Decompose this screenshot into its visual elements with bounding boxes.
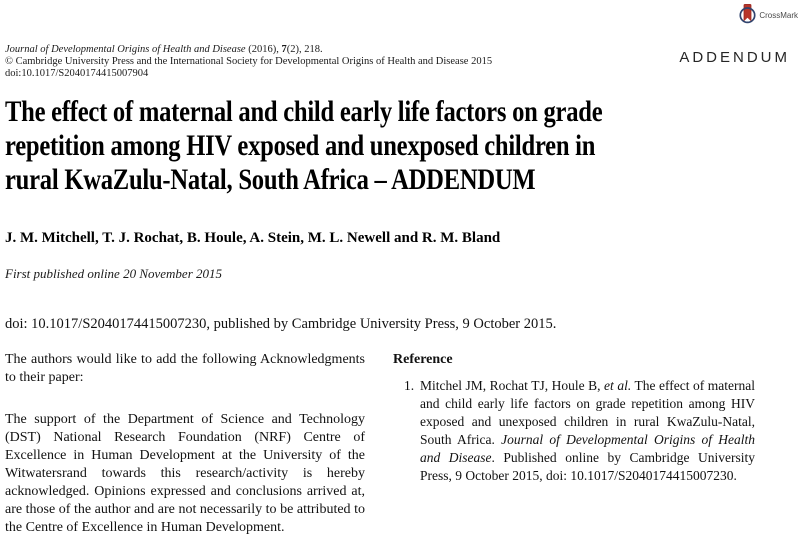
crossmark-icon — [739, 3, 756, 27]
reference-item — [404, 377, 755, 485]
copyright-line: © Cambridge University Press and the International Society for Developmental Origins of Health and Disease 2015 — [5, 56, 493, 67]
reference-column — [393, 351, 755, 535]
doi-statement: doi: 10.1017/S2040174415007230, published by Cambridge University Press, 9 October 2015. — [5, 316, 557, 332]
reference-number: 1. — [404, 378, 415, 393]
reference-authors: Mitchel JM, Rochat TJ, Houle B, — [420, 378, 605, 393]
crossmark-label: CrossMark — [759, 10, 798, 20]
article-title-line3: rural KwaZulu-Natal, South Africa – ADDENDUM — [5, 163, 536, 196]
journal-citation — [5, 44, 492, 56]
journal-citation-block — [5, 44, 492, 80]
reference-heading: Reference — [393, 352, 453, 367]
article-title — [5, 95, 602, 197]
first-published-line: First published online 20 November 2015 — [5, 266, 223, 281]
article-title-line1: The effect of maternal and child early life factors on grade — [5, 95, 603, 128]
addendum-section-label: ADDENDUM — [679, 49, 790, 66]
acknowledgments-text: The support of the Department of Science and Technology (DST) National Research Foundation (NRF) Centre of Excellence in Human Development at the University of the Witwatersrand towards this research/activity is hereby acknowledged. Opinions expressed and conclusions arrived at, are those of the author and are not necessarily to be attributed to the Centre of Excellence in Human Development. — [5, 412, 365, 535]
authors-line: J. M. Mitchell, T. J. Rochat, B. Houle, A. Stein, M. L. Newell and R. M. Bland — [5, 230, 501, 246]
reference-etal: et al. — [604, 378, 632, 393]
acknowledgments-intro: The authors would like to add the following Acknowledgments to their paper: — [5, 352, 365, 385]
citation-issue-page: (2), 218. — [286, 44, 323, 55]
page-header — [5, 44, 790, 80]
crossmark-badge[interactable] — [739, 3, 798, 27]
reference-journal: Journal of Developmental Origins of Health and Disease — [420, 432, 755, 465]
article-title-line2: repetition among HIV exposed and unexposed children in — [5, 129, 596, 162]
body-columns — [5, 351, 755, 535]
article-doi: doi:10.1017/S2040174415007904 — [5, 68, 149, 79]
acknowledgments-column — [5, 351, 365, 535]
reference-title: The effect of maternal and child early life factors on grade repetition among HIV exposed and unexposed children in rural KwaZulu-Natal, South Africa. — [420, 378, 756, 447]
citation-volume: 7 — [281, 44, 287, 55]
reference-text — [420, 377, 755, 485]
reference-tail: . Published online by Cambridge University Press, 9 October 2015, doi: 10.1017/S2040174415007230. — [420, 450, 755, 483]
citation-year: (2016), — [245, 44, 282, 55]
journal-name: Journal of Developmental Origins of Health and Disease — [5, 44, 246, 55]
